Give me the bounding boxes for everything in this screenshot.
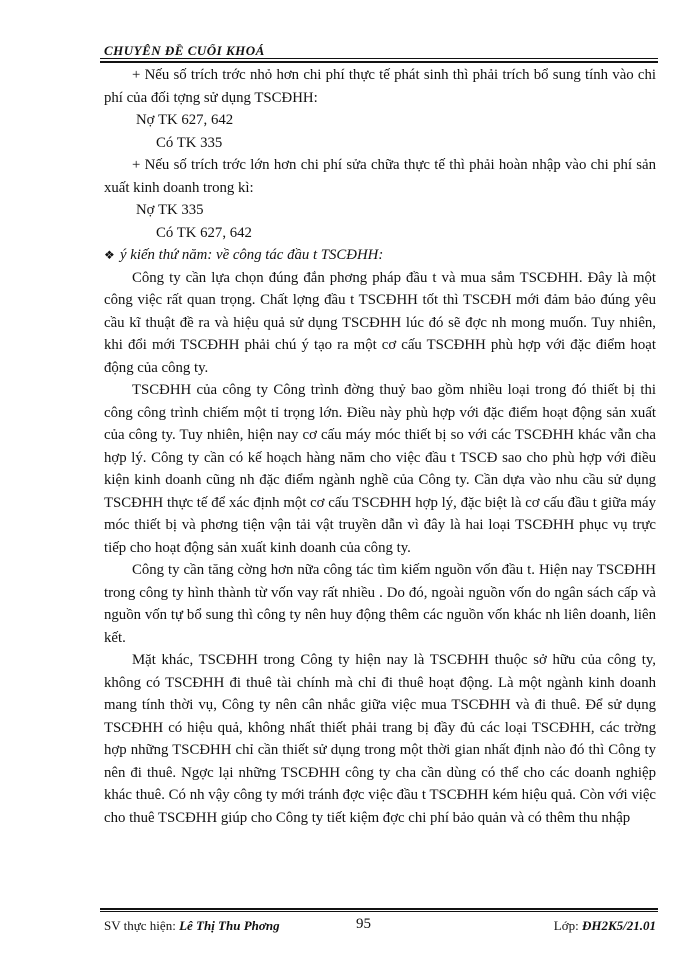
journal-entry-debit: Nợ TK 627, 642 [136,112,234,128]
paragraph-accrual-shortfall: + Nếu số trích trớc nhỏ hơn chi phí thực tế phát sinh thì phải trích bổ sung tính vào chi phí của đối tợng sử dụng TSCĐHH: [104,67,656,106]
footer-class-code: ĐH2K5/21.01 [581,918,656,933]
header-rule-thick [100,61,658,63]
header-rule-thin [100,58,658,59]
diamond-bullet-icon: ❖ [104,248,115,262]
footer-student [104,918,280,934]
paragraph-funding-sources: Công ty cần tăng cờng hơn nữa công tác tìm kiếm nguồn vốn đầu t. Hiện nay TSCĐHH trong công ty hình thành từ vốn vay rất nhiều . Do đó, ngoài nguồn vốn do ngân sách cấp và nguồn vốn tự bổ sung thì công ty nên huy động thêm các nguồn vốn khác nh liên doanh, liên kết. [104,562,656,646]
document-footer [104,916,656,938]
document-body [104,64,656,829]
journal-entry-credit: Có TK 627, 642 [156,224,252,241]
section-heading [104,244,656,267]
footer-class [554,918,656,934]
paragraph-leasing: Mặt khác, TSCĐHH trong Công ty hiện nay là TSCĐHH thuộc sở hữu của công ty, không có TSCĐHH đi thuê tài chính mà chỉ đi thuê hoạt động. Là một ngành kinh doanh mang tính thời vụ, Công ty nên cân nhắc giữa việc mua TSCĐHH và đi thuê. Để sử dụng TSCĐHH có hiệu quả, không nhất thiết phải trang bị đầy đủ các loại TSCĐHH, các trờng hợp những TSCĐHH chỉ cần thiết sử dụng trong một thời gian nhất định nào đó thì Công ty nên đi thuê. Ngợc lại những TSCĐHH công ty cha cần dùng có thể cho các doanh nghiệp khác thuê. Có nh vậy công ty mới tránh đợc việc đầu t TSCĐHH kém hiệu quả. Còn với việc cho thuê TSCĐHH giúp cho Công ty tiết kiệm đợc chi phí bảo quản và có thêm thu nhập [104,652,656,826]
footer-class-label: Lớp: [553,918,582,933]
footer-rule-thin [100,911,658,912]
footer-rule-thick [100,908,658,910]
paragraph-asset-structure: TSCĐHH của công ty Công trình đờng thuỷ bao gồm nhiều loại trong đó thiết bị thi công công trình chiếm một tỉ trọng lớn. Điều này phù hợp với đặc điểm hoạt động sản xuất của công ty. Tuy nhiên, hiện nay cơ cấu máy móc thiết bị so với các TSCĐHH khác vẫn cha hợp lý. Công ty cần có kế hoạch hàng năm cho việc đầu t TSCĐ sao cho phù hợp với điều kiện kinh doanh cũng nh đặc điểm ngành nghề của Công ty. Cần dựa vào nhu cầu sử dụng TSCĐHH thực tế để xác định một cơ cấu TSCĐHH hợp lý, đặc biệt là cơ cấu đầu t giữa máy móc thiết bị và phơng tiện vận tải vật truyền dẫn vì đây là hai loại TSCĐHH phục vụ trực tiếp cho hoạt động sản xuất kinh doanh của công ty. [104,382,656,556]
footer-student-name: Lê Thị Thu Phơng [179,918,280,933]
document-header-title: CHUYÊN ĐỀ CUỐI KHOÁ [104,44,265,55]
journal-entry-credit: Có TK 335 [156,134,223,151]
footer-student-label: SV thực hiện: [104,918,180,933]
section-heading-text: ý kiến thứ năm: về công tác đầu t TSCĐHH: [120,247,384,263]
paragraph-accrual-excess: + Nếu số trích trớc lớn hơn chi phí sửa chữa thực tế thì phải hoàn nhập vào chi phí sản xuất kinh doanh trong kì: [104,157,656,196]
paragraph-investment-method: Công ty cần lựa chọn đúng đắn phơng pháp đầu t và mua sắm TSCĐHH. Đây là một công việc rất quan trọng. Chất lợng đầu t TSCĐHH tốt thì TSCĐH mới đảm bảo đúng yêu cầu kĩ thuật đề ra và hiệu quả sử dụng TSCĐHH lúc đó sẽ đợc nh mong muốn. Tuy nhiên, khi đổi mới TSCĐHH phải chú ý tạo ra một cơ cấu TSCĐHH phù hợp với đặc điểm hoạt động của công ty. [104,269,656,376]
page-number: 95 [356,916,371,932]
journal-entry-debit: Nợ TK 335 [136,202,204,218]
